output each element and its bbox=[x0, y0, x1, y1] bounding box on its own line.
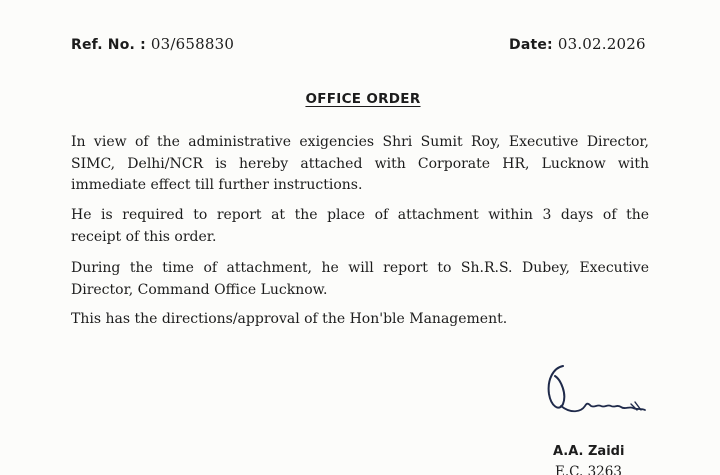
paragraph-line: In view of the administrative exigencies Shri Sumit Roy, Executive Director, bbox=[71, 134, 649, 150]
paragraph-attachment bbox=[71, 132, 649, 197]
paragraph-reporting-deadline bbox=[71, 205, 649, 248]
paragraph-line: receipt of this order. bbox=[71, 228, 217, 245]
paragraph-line: immediate effect till further instructions. bbox=[71, 177, 363, 193]
paragraph-line: SIMC, Delhi/NCR is hereby attached with Corporate HR, Lucknow with bbox=[71, 155, 649, 172]
document-title: OFFICE ORDER bbox=[305, 91, 421, 107]
paragraph-line: Director, Command Office Lucknow. bbox=[71, 281, 328, 298]
signatory-code: E.C. 3263 bbox=[555, 464, 622, 475]
paragraph-approval bbox=[71, 309, 649, 331]
paragraph-reporting-officer bbox=[71, 258, 649, 301]
reference-number-label: Ref. No. : bbox=[71, 37, 146, 53]
order-date-label: Date: bbox=[509, 37, 553, 53]
reference-number bbox=[71, 35, 234, 53]
paragraph-line: During the time of attachment, he will report to Sh.R.S. Dubey, Executive bbox=[71, 260, 649, 276]
order-date bbox=[509, 35, 646, 53]
paragraph-line: He is required to report at the place of attachment within 3 days of the bbox=[71, 207, 649, 223]
reference-number-value: 03/658830 bbox=[150, 35, 235, 53]
document-title-block bbox=[0, 91, 720, 107]
paragraph-line: This has the directions/approval of the Hon'ble Management. bbox=[71, 311, 508, 327]
signatory-name: A.A. Zaidi bbox=[553, 444, 625, 459]
handwritten-signature bbox=[541, 360, 651, 420]
order-date-value: 03.02.2026 bbox=[557, 35, 646, 53]
